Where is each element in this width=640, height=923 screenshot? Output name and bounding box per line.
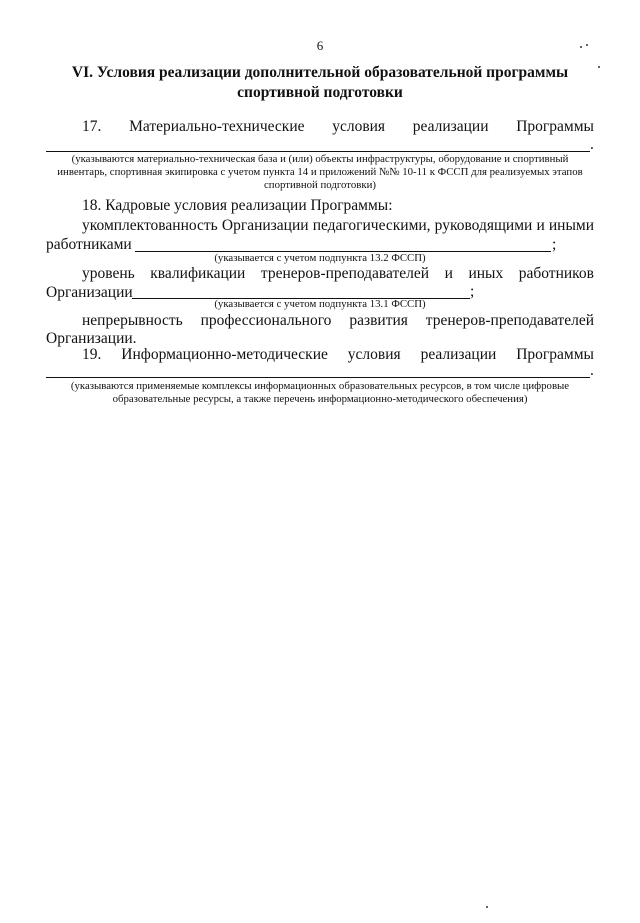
item-19-note: (указываются применяемые комплексы информационных образовательных ресурсов, в том числе цифровые образовательные ресурсы, а также перечень информационно-методического обеспечения) xyxy=(70,380,570,405)
scan-speck xyxy=(580,46,582,48)
item-17-note: (указываются материально-техническая база и (или) объекты инфраструктуры, оборудование и спортивный инвентарь, спортивная экипировка с учетом пункта 14 и приложений №№ 10-11 к ФССП для реализуемых этапов спортивной подготовки) xyxy=(57,153,583,191)
section-title: VI. Условия реализации дополнительной образовательной программы спортивной подготовки xyxy=(71,64,569,101)
item-19-terminator: . xyxy=(590,362,594,379)
item-17-fill-line xyxy=(46,151,590,152)
qualification-word: и xyxy=(444,265,453,282)
staffing-word: иными xyxy=(548,217,594,234)
staffing-word: педагогическими, xyxy=(312,217,431,234)
item-18-heading: 18. Кадровые условия реализации Программы: xyxy=(82,197,393,214)
staffing-word: укомплектованность xyxy=(82,217,218,234)
scan-speck xyxy=(486,906,488,908)
page-number: 6 xyxy=(316,38,324,53)
qualification-word: иных xyxy=(468,265,504,282)
qualification-line xyxy=(46,265,594,283)
qualification-line-2: Организации xyxy=(46,284,133,301)
scan-speck xyxy=(586,44,588,46)
item-17-word: Материально-технические xyxy=(129,118,305,135)
qualification-terminator: ; xyxy=(470,283,475,300)
staffing-note: (указывается с учетом подпункта 13.2 ФССП) xyxy=(214,252,426,264)
item-17-word: 17. xyxy=(82,118,102,135)
item-19-word: реализации xyxy=(420,346,497,363)
qualification-word: квалификации xyxy=(150,265,246,282)
item-17-word: Программы xyxy=(516,118,594,135)
item-17-line xyxy=(46,118,594,136)
item-19-word: Программы xyxy=(516,346,594,363)
item-19-word: условия xyxy=(347,346,401,363)
staffing-word: руководящими xyxy=(434,217,533,234)
qualification-note: (указывается с учетом подпункта 13.1 ФССП) xyxy=(214,298,426,310)
continuity-line-2: Организации. xyxy=(46,330,137,347)
continuity-line xyxy=(46,312,594,330)
continuity-word: развития xyxy=(349,312,408,329)
continuity-word: профессионального xyxy=(200,312,332,329)
staffing-terminator: ; xyxy=(552,236,557,253)
qualification-word: тренеров-преподавателей xyxy=(260,265,430,282)
scan-speck xyxy=(598,66,600,68)
item-19-word: 19. xyxy=(82,346,102,363)
staffing-line xyxy=(46,217,594,235)
qualification-word: уровень xyxy=(82,265,135,282)
item-19-fill-line xyxy=(46,377,590,378)
continuity-word: непрерывность xyxy=(82,312,183,329)
continuity-word: тренеров-преподавателей xyxy=(425,312,594,329)
staffing-word: и xyxy=(536,217,545,234)
item-17-word: условия xyxy=(332,118,386,135)
item-17-terminator: . xyxy=(590,136,594,153)
item-17-word: реализации xyxy=(412,118,489,135)
staffing-word: Организации xyxy=(221,217,309,234)
item-19-word: Информационно-методические xyxy=(121,346,328,363)
staffing-line-2: работниками xyxy=(46,236,132,253)
item-19-line xyxy=(46,346,594,364)
qualification-word: работников xyxy=(518,265,594,282)
